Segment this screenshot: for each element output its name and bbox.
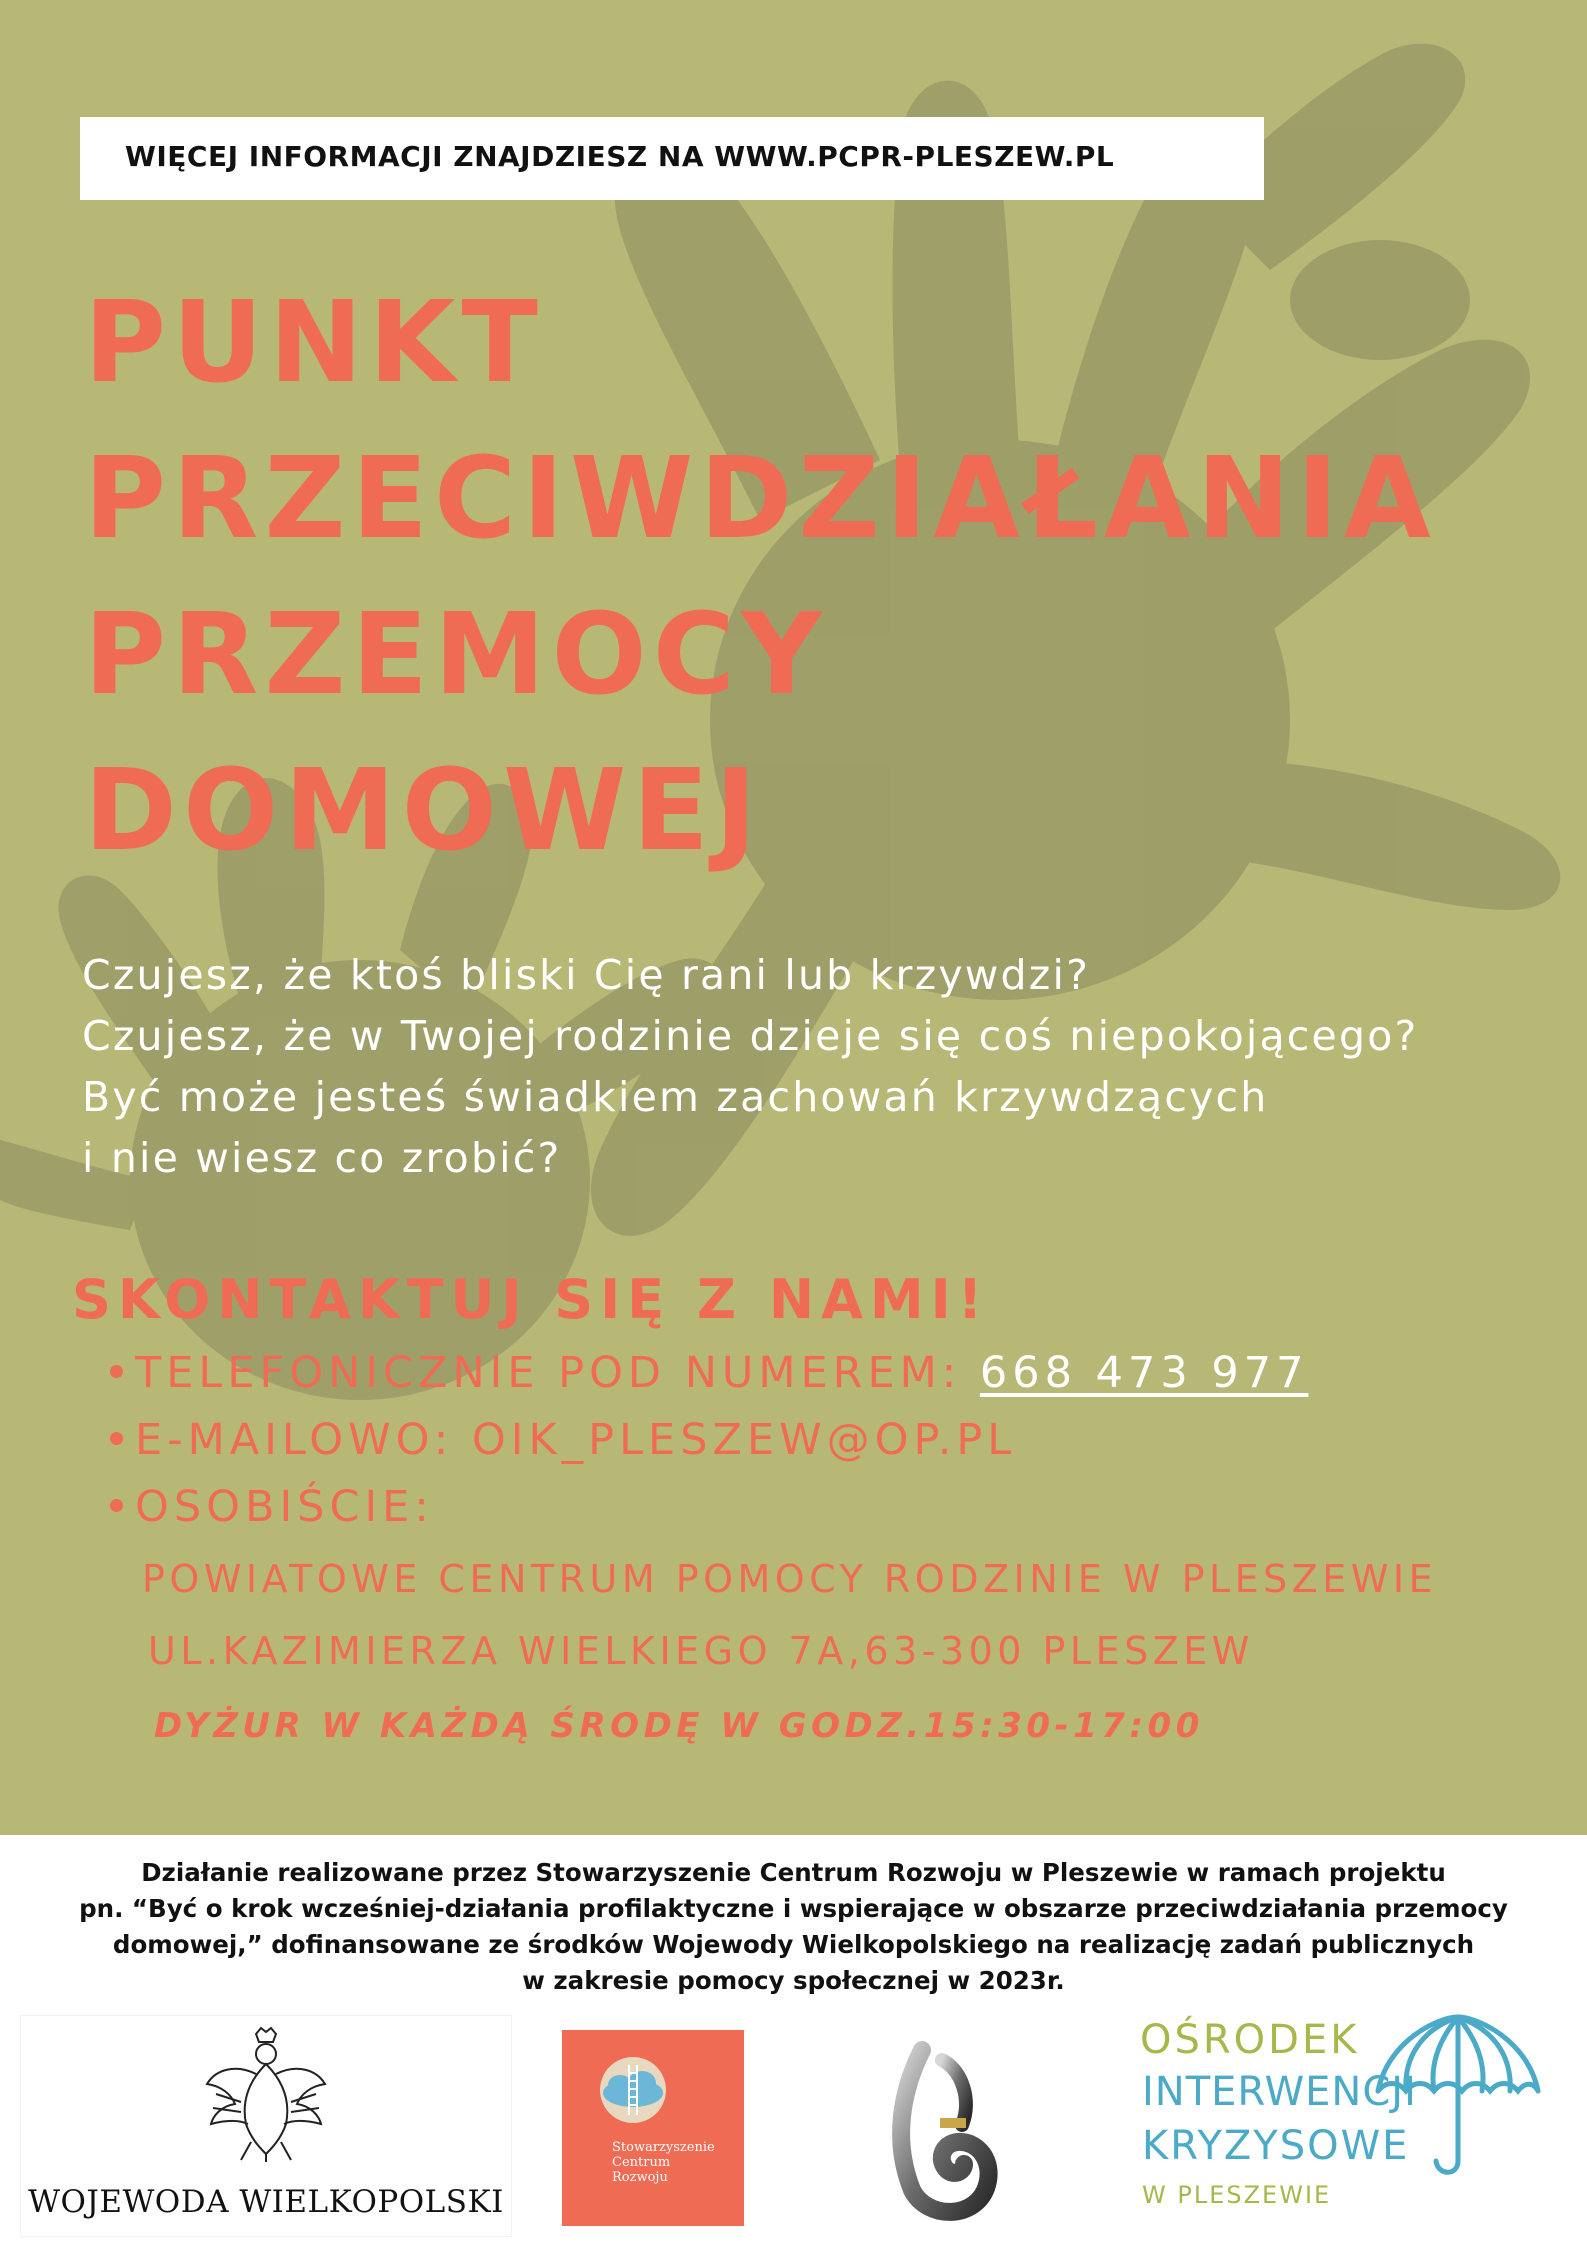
funding-note: [0, 1855, 1587, 1999]
duty-hours: DYŻUR W KAŻDĄ ŚRODĘ W GODZ.15:30-17:00: [154, 1706, 1204, 1746]
question-line: Czujesz, że ktoś bliski Cię rani lub krzywdzi?: [82, 951, 1091, 999]
funding-note-line: pn. “Być o krok wcześniej-działania profilaktyczne i wspierające w obszarze przeciwdziałania przemocy: [79, 1894, 1508, 1923]
question-line: i nie wiesz co zrobić?: [82, 1134, 562, 1182]
main-title: [84, 265, 1437, 889]
oik-line-2: INTERWENCJI: [1142, 2069, 1417, 2115]
question-line: Być może jesteś świadkiem zachowań krzywdzących: [82, 1073, 1269, 1121]
bullet-dot-icon: [110, 1432, 123, 1445]
contact-heading: SKONTAKTUJ SIĘ Z NAMI!: [72, 1268, 990, 1331]
stowarzyszenie-logo: [562, 2030, 744, 2226]
funding-note-line: w zakresie pomocy społecznej w 2023r.: [522, 1966, 1065, 1995]
funding-note-line: domowej,” dofinansowane ze środków Wojewody Wielkopolskiego na realizację zadań publicznych: [112, 1930, 1475, 1959]
funding-note-line: Działanie realizowane przez Stowarzyszenie Centrum Rozwoju w Pleszewie w ramach projektu: [141, 1858, 1446, 1887]
sculpture-logo: [882, 2030, 1006, 2226]
email-label[interactable]: E-MAILOWO: OIK_PLESZEW@OP.PL: [135, 1415, 1017, 1465]
wojewoda-logo: [20, 2015, 512, 2237]
oik-line-4: W PLESZEWIE: [1142, 2181, 1332, 2209]
oik-logo: [1140, 2011, 1580, 2239]
phone-label: TELEFONICZNIE POD NUMEREM:: [135, 1348, 980, 1398]
stowarzyszenie-text-line: Rozwoju: [612, 2170, 668, 2185]
bullet-dot-icon: [110, 1365, 123, 1378]
metal-sculpture-icon: [882, 2030, 1006, 2226]
stowarzyszenie-text-line: Centrum: [612, 2155, 671, 2170]
wojewoda-text: WOJEWODA WIELKOPOLSKI: [28, 2184, 504, 2220]
eagle-emblem-icon: [201, 2024, 331, 2164]
footer: [0, 1835, 1587, 2245]
oik-line-1: OŚRODEK: [1140, 2017, 1360, 2063]
question-line: Czujesz, że w Twojej rodzinie dzieje się coś niepokojącego?: [82, 1012, 1419, 1060]
website-info-box: [80, 117, 1264, 200]
title-line: PRZECIWDZIAŁANIA: [84, 434, 1437, 564]
oik-line-3: KRYZYSOWE: [1142, 2123, 1410, 2169]
title-line: PUNKT: [84, 278, 544, 408]
address-line-2: UL.KAZIMIERZA WIELKIEGO 7A,63-300 PLESZEW: [148, 1629, 1254, 1673]
phone-contact-item: [110, 1348, 1308, 1398]
phone-number-link[interactable]: 668 473 977: [979, 1348, 1309, 1398]
email-contact-item: [110, 1415, 1016, 1465]
personal-contact-item: [110, 1482, 434, 1532]
personal-label: OSOBIŚCIE:: [135, 1482, 434, 1532]
address-line-1: POWIATOWE CENTRUM POMOCY RODZINIE W PLESZEWIE: [142, 1557, 1438, 1601]
bullet-dot-icon: [110, 1499, 123, 1512]
stowarzyszenie-text-line: Stowarzyszenie: [612, 2140, 715, 2155]
website-info-text: WIĘCEJ INFORMACJI ZNAJDZIESZ NA WWW.PCPR-PLESZEW.PL: [125, 140, 1115, 173]
questions-block: [82, 945, 1418, 1189]
stowarzyszenie-text: [612, 2140, 715, 2185]
cloud-ladder-icon: [598, 2055, 668, 2125]
title-line: PRZEMOCY: [84, 590, 829, 720]
title-line: DOMOWEJ: [84, 746, 763, 876]
